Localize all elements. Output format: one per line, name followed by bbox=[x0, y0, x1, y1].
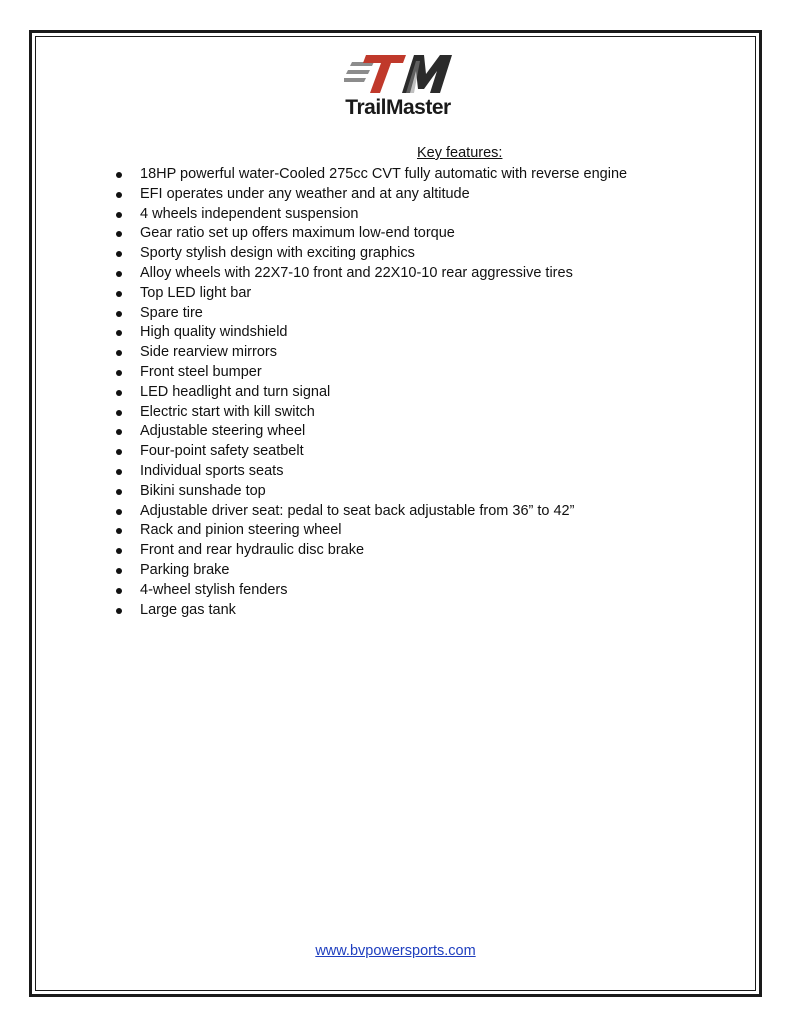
list-item bbox=[113, 185, 627, 205]
logo-wordmark: TrailMaster bbox=[345, 96, 451, 119]
feature-list bbox=[113, 165, 627, 620]
list-item bbox=[113, 304, 627, 324]
feature-text: Gear ratio set up offers maximum low-end torque bbox=[140, 225, 455, 242]
list-item bbox=[113, 601, 627, 621]
bullet-icon bbox=[116, 231, 122, 237]
bullet-icon bbox=[116, 271, 122, 277]
list-item bbox=[113, 541, 627, 561]
feature-text: Top LED light bar bbox=[140, 284, 252, 301]
tm-logo-icon bbox=[344, 52, 456, 96]
bullet-icon bbox=[116, 449, 122, 455]
list-item bbox=[113, 561, 627, 581]
feature-text: High quality windshield bbox=[140, 324, 288, 341]
feature-text: Bikini sunshade top bbox=[140, 482, 266, 499]
bullet-icon bbox=[116, 212, 122, 218]
bullet-icon bbox=[116, 330, 122, 336]
list-item bbox=[113, 363, 627, 383]
bullet-icon bbox=[116, 291, 122, 297]
list-item bbox=[113, 502, 627, 522]
list-item bbox=[113, 482, 627, 502]
bullet-icon bbox=[116, 410, 122, 416]
feature-text: Parking brake bbox=[140, 561, 230, 578]
list-item bbox=[113, 462, 627, 482]
bullet-icon bbox=[116, 568, 122, 574]
feature-text: Electric start with kill switch bbox=[140, 403, 315, 420]
feature-text: Alloy wheels with 22X7-10 front and 22X10-10 rear aggressive tires bbox=[140, 264, 573, 281]
bullet-icon bbox=[116, 548, 122, 554]
list-item bbox=[113, 403, 627, 423]
feature-text: Individual sports seats bbox=[140, 462, 284, 479]
website-link[interactable]: www.bvpowersports.com bbox=[315, 943, 476, 959]
bullet-icon bbox=[116, 528, 122, 534]
feature-text: Adjustable driver seat: pedal to seat back adjustable from 36” to 42” bbox=[140, 502, 575, 519]
list-item bbox=[113, 165, 627, 185]
bullet-icon bbox=[116, 311, 122, 317]
bullet-icon bbox=[116, 350, 122, 356]
feature-text: Four-point safety seatbelt bbox=[140, 443, 304, 460]
list-item bbox=[113, 264, 627, 284]
list-item bbox=[113, 284, 627, 304]
bullet-icon bbox=[116, 608, 122, 614]
bullet-icon bbox=[116, 509, 122, 515]
feature-text: 4-wheel stylish fenders bbox=[140, 581, 288, 598]
bullet-icon bbox=[116, 469, 122, 475]
bullet-icon bbox=[116, 489, 122, 495]
feature-text: 18HP powerful water-Cooled 275cc CVT fully automatic with reverse engine bbox=[140, 166, 628, 182]
feature-text: Front steel bumper bbox=[140, 363, 262, 380]
list-item bbox=[113, 224, 627, 244]
feature-text: 4 wheels independent suspension bbox=[140, 205, 359, 222]
list-item bbox=[113, 244, 627, 264]
feature-text: Sporty stylish design with exciting graphics bbox=[140, 245, 415, 262]
bullet-icon bbox=[116, 429, 122, 435]
feature-text: LED headlight and turn signal bbox=[140, 383, 331, 400]
key-features-heading: Key features: bbox=[417, 145, 503, 161]
list-item bbox=[113, 205, 627, 225]
bullet-icon bbox=[116, 370, 122, 376]
list-item bbox=[113, 323, 627, 343]
list-item bbox=[113, 343, 627, 363]
feature-text: Adjustable steering wheel bbox=[140, 423, 306, 440]
feature-text: Side rearview mirrors bbox=[140, 344, 277, 361]
bullet-icon bbox=[116, 251, 122, 257]
list-item bbox=[113, 521, 627, 541]
list-item bbox=[113, 442, 627, 462]
list-item bbox=[113, 581, 627, 601]
feature-text: Rack and pinion steering wheel bbox=[140, 522, 342, 539]
feature-text: Large gas tank bbox=[140, 601, 236, 618]
feature-text: Spare tire bbox=[140, 304, 203, 321]
list-item bbox=[113, 422, 627, 442]
trailmaster-logo bbox=[332, 52, 464, 124]
feature-text: EFI operates under any weather and at any altitude bbox=[140, 185, 470, 202]
bullet-icon bbox=[116, 390, 122, 396]
list-item bbox=[113, 383, 627, 403]
feature-text: Front and rear hydraulic disc brake bbox=[140, 542, 365, 559]
bullet-icon bbox=[116, 172, 122, 178]
bullet-icon bbox=[116, 588, 122, 594]
bullet-icon bbox=[116, 192, 122, 198]
